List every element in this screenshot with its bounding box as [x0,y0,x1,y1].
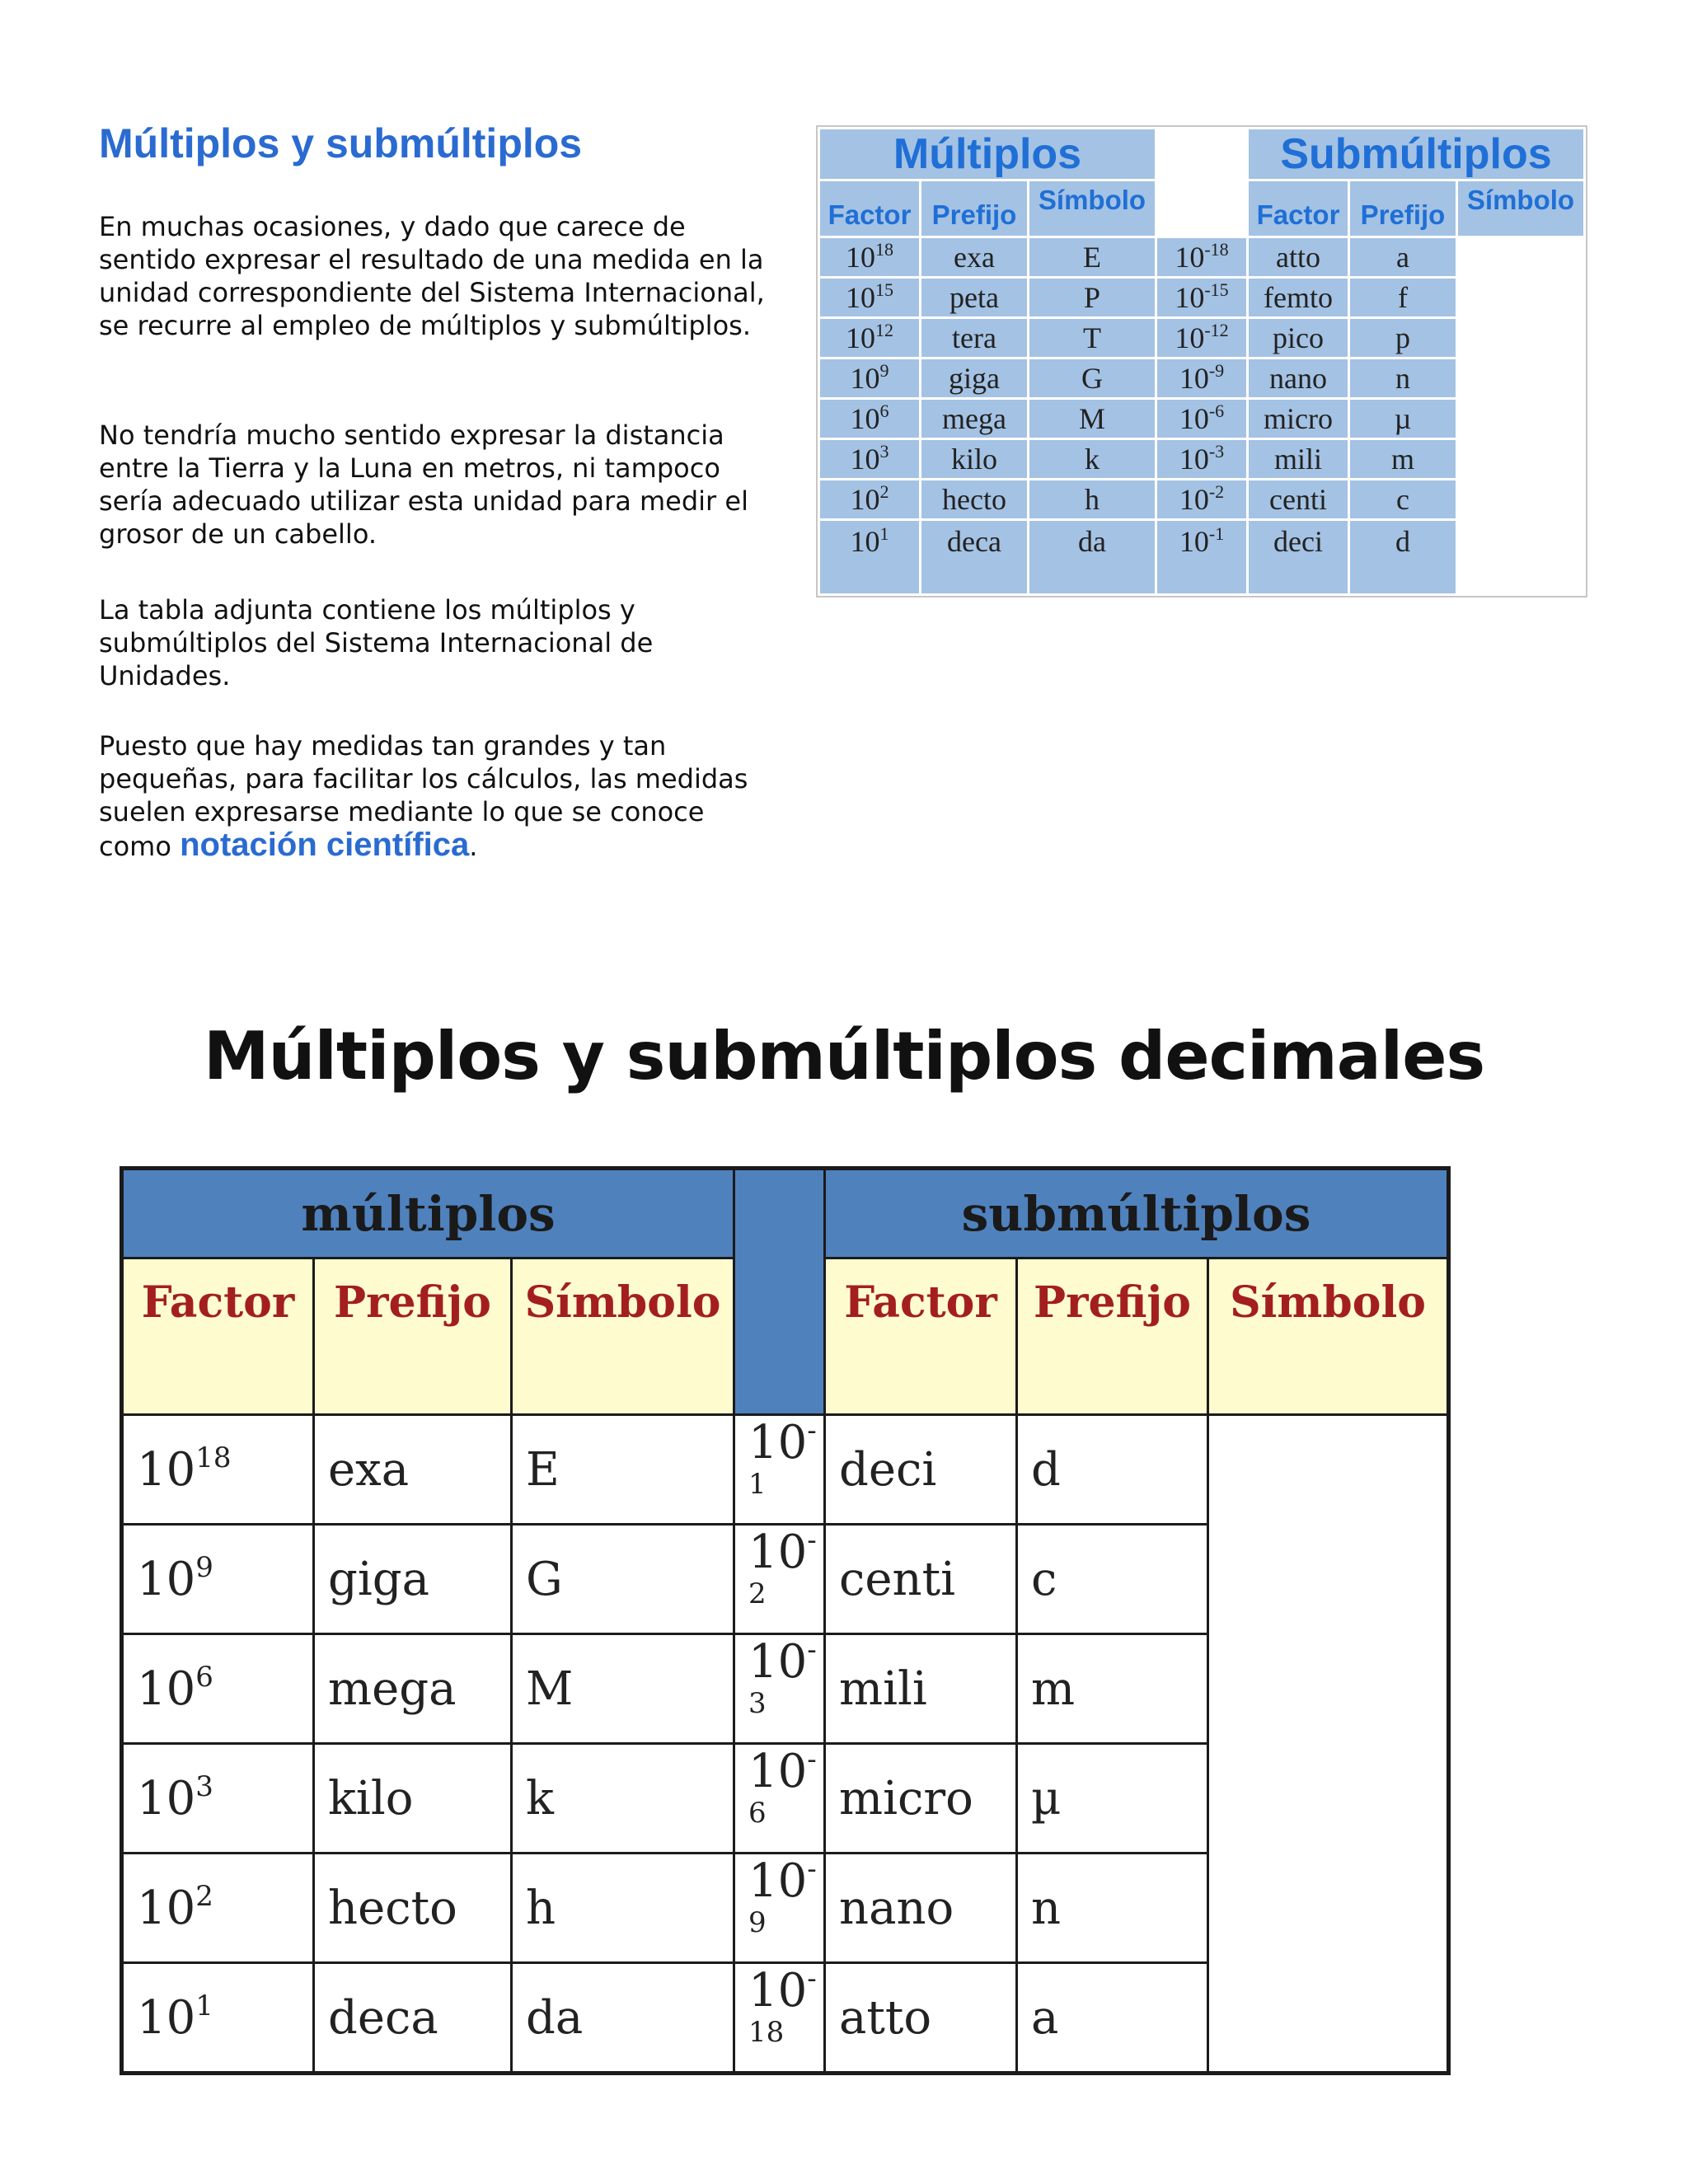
table-row [820,400,1583,438]
factor-cell [1157,359,1246,397]
factor-cell [122,1744,314,1854]
factor-exponent: 15 [875,279,893,300]
table-row [820,359,1583,397]
table-row [820,238,1583,276]
symbol-cell: E [1029,238,1155,276]
prefix-cell: nano [825,1854,1017,1963]
table-row [122,1963,1449,2074]
factor-base: 10 [137,1442,196,1497]
factor-exponent: 2 [879,481,889,502]
prefix-cell: mega [921,400,1027,438]
factor-exponent: 3 [879,441,889,462]
page-title: Múltiplos y submúltiplos [99,120,583,166]
table-row [122,1415,1449,1525]
factor-base: 10 [850,483,880,516]
factor-cell [122,1525,314,1634]
factor-cell [122,1415,314,1525]
factor-base: 10 [748,1964,808,2018]
prefix-cell: deca [314,1963,512,2074]
factor-exponent: 9 [879,360,889,381]
symbol-cell: a [1017,1963,1208,2074]
factor-cell [734,1634,825,1744]
si-prefix-table [816,125,1587,598]
factor-exponent: 12 [875,320,893,340]
factor-cell [734,1525,825,1634]
factor-cell [1157,238,1246,276]
factor-cell [820,319,919,357]
factor-base: 10 [846,241,875,274]
prefix-cell: exa [921,238,1027,276]
factor-cell [1157,521,1246,593]
factor-exponent: -2 [748,1524,817,1610]
factor-exponent: 6 [195,1660,213,1694]
factor-exponent: -1 [748,1414,817,1501]
factor-exponent: 3 [195,1769,213,1803]
prefix-cell: centi [825,1525,1017,1634]
prefix-cell: micro [825,1744,1017,1854]
factor-cell [734,1963,825,2074]
factor-exponent: -3 [748,1633,817,1720]
factor-exponent: 1 [879,523,889,544]
factor-base: 10 [1179,402,1209,435]
factor-exponent: 6 [879,401,889,421]
symbol-cell: n [1017,1854,1208,1963]
factor-cell [1157,480,1246,518]
symbol-cell: M [1029,400,1155,438]
factor-base: 10 [137,1661,196,1716]
factor-cell [1157,279,1246,316]
prefix-cell: giga [314,1525,512,1634]
factor-cell [122,1634,314,1744]
factor-base: 10 [1179,525,1209,558]
prefix-cell: giga [921,359,1027,397]
multiples-group-heading: múltiplos [122,1169,734,1258]
table-row [820,440,1583,478]
prefix-cell: femto [1249,279,1348,316]
symbol-cell: h [1029,480,1155,518]
table-row [122,1744,1449,1854]
factor-exponent: 18 [875,239,893,260]
factor-cell [820,359,919,397]
paragraph-end: . [469,831,478,862]
prefix-cell: micro [1249,400,1348,438]
submultiples-heading: Submúltiplos [1249,129,1583,179]
col-symbol: Símbolo [512,1258,734,1415]
symbol-cell: µ [1017,1744,1208,1854]
figure-title: Múltiplos y submúltiplos decimales [203,1018,1485,1094]
col-factor: Factor [1249,181,1348,236]
symbol-cell: p [1350,319,1456,357]
col-symbol: Símbolo [1458,181,1583,236]
prefix-cell: mili [1249,440,1348,478]
scientific-notation-term: notación científica [180,827,470,863]
paragraph-text: Puesto que hay medidas tan grandes y tan pequeñas, para facilitar los cálculos, las medidas suelen expresarse mediante lo que se conoce como [99,730,748,862]
table-gap [1157,129,1246,236]
factor-base: 10 [850,402,880,435]
table-row [820,480,1583,518]
col-symbol: Símbolo [1208,1258,1449,1415]
col-factor: Factor [122,1258,314,1415]
prefix-cell: atto [825,1963,1017,2074]
prefix-cell: kilo [921,440,1027,478]
prefix-cell: tera [921,319,1027,357]
table-row [122,1525,1449,1634]
factor-base: 10 [1175,321,1205,354]
factor-cell [820,400,919,438]
prefix-cell: hecto [921,480,1027,518]
col-prefix: Prefijo [314,1258,512,1415]
factor-base: 10 [748,1745,808,1798]
paragraph-scientific-notation [99,729,783,863]
symbol-cell: d [1350,521,1456,593]
factor-exponent: -6 [1208,401,1225,421]
factor-cell [122,1963,314,2074]
symbol-cell: da [512,1963,734,2074]
factor-base: 10 [1179,443,1209,476]
symbol-cell: da [1029,521,1155,593]
col-factor: Factor [825,1258,1017,1415]
factor-cell [1157,440,1246,478]
factor-cell [820,480,919,518]
prefix-cell: mega [314,1634,512,1744]
symbol-cell: h [512,1854,734,1963]
symbol-cell: f [1350,279,1456,316]
table-row [820,521,1583,593]
factor-cell [122,1854,314,1963]
factor-base: 10 [748,1635,808,1689]
symbol-cell: M [512,1634,734,1744]
col-symbol: Símbolo [1029,181,1155,236]
col-factor: Factor [820,181,919,236]
prefix-cell: mili [825,1634,1017,1744]
symbol-cell: k [1029,440,1155,478]
factor-cell [734,1415,825,1525]
factor-exponent: -6 [748,1743,817,1830]
symbol-cell: T [1029,319,1155,357]
col-prefix: Prefijo [921,181,1027,236]
multiples-heading: Múltiplos [820,129,1155,179]
symbol-cell: c [1350,480,1456,518]
factor-exponent: -12 [1204,320,1229,340]
figure-body [122,1415,1449,2074]
factor-cell [820,440,919,478]
symbol-cell: d [1017,1415,1208,1525]
prefix-cell: nano [1249,359,1348,397]
col-prefix: Prefijo [1350,181,1456,236]
paragraph-distance: No tendría mucho sentido expresar la distancia entre la Tierra y la Luna en metros, ni tampoco sería adecuado utilizar esta unidad para medir el grosor de un cabello. [99,419,748,550]
prefix-cell: exa [314,1415,512,1525]
factor-base: 10 [846,321,875,354]
symbol-cell: m [1350,440,1456,478]
factor-base: 10 [137,1552,196,1606]
factor-base: 10 [1175,281,1205,314]
factor-cell [820,279,919,316]
factor-base: 10 [137,1881,196,1935]
factor-base: 10 [850,362,880,395]
symbol-cell: G [1029,359,1155,397]
paragraph-table-note: La tabla adjunta contiene los múltiplos y submúltiplos del Sistema Internacional de Unidades. [99,594,654,691]
factor-cell [820,521,919,593]
factor-base: 10 [748,1854,808,1908]
factor-exponent: 18 [195,1441,232,1474]
prefix-cell: hecto [314,1854,512,1963]
factor-base: 10 [137,1771,196,1825]
symbol-cell: c [1017,1525,1208,1634]
factor-cell [820,238,919,276]
factor-base: 10 [137,1990,196,2045]
prefix-cell: kilo [314,1744,512,1854]
factor-base: 10 [748,1416,808,1469]
factor-base: 10 [1179,362,1209,395]
factor-base: 10 [850,525,880,558]
prefix-cell: atto [1249,238,1348,276]
symbol-cell: P [1029,279,1155,316]
table-row [122,1634,1449,1744]
factor-exponent: -9 [1208,360,1225,381]
factor-exponent: 1 [195,1989,213,2022]
submultiples-group-heading: submúltiplos [825,1169,1449,1258]
symbol-cell: m [1017,1634,1208,1744]
factor-base: 10 [850,443,880,476]
prefix-cell: deci [825,1415,1017,1525]
table-row [122,1854,1449,1963]
prefix-cell: pico [1249,319,1348,357]
table-row [820,319,1583,357]
factor-exponent: 2 [195,1879,213,1913]
factor-cell [1157,400,1246,438]
factor-base: 10 [846,281,875,314]
factor-base: 10 [748,1526,808,1579]
factor-cell [1157,319,1246,357]
symbol-cell: a [1350,238,1456,276]
factor-base: 10 [1175,241,1205,274]
factor-exponent: -1 [1208,523,1225,544]
factor-exponent: 9 [195,1550,213,1584]
prefix-cell: centi [1249,480,1348,518]
symbol-cell: E [512,1415,734,1525]
prefix-cell: deca [921,521,1027,593]
factor-base: 10 [1179,483,1209,516]
prefix-cell: peta [921,279,1027,316]
factor-exponent: -2 [1208,481,1225,502]
symbol-cell: G [512,1525,734,1634]
blue-divider [734,1169,825,1415]
prefix-cell: deci [1249,521,1348,593]
symbol-cell: n [1350,359,1456,397]
symbol-cell: µ [1350,400,1456,438]
factor-exponent: -15 [1204,279,1229,300]
factor-exponent: -18 [748,1962,817,2049]
factor-cell [734,1854,825,1963]
symbol-cell: k [512,1744,734,1854]
col-prefix: Prefijo [1017,1258,1208,1415]
factor-cell [734,1744,825,1854]
decimal-prefix-figure [120,1166,1451,2075]
factor-exponent: -3 [1208,441,1225,462]
factor-exponent: -18 [1204,239,1229,260]
paragraph-intro: En muchas ocasiones, y dado que carece de sentido expresar el resultado de una medida en la unidad correspondiente del Sistema Internacional, se recurre al empleo de múltiplos y submúltiplos. [99,211,765,341]
factor-exponent: -9 [748,1853,817,1939]
table-row [820,279,1583,316]
table-body [820,238,1583,593]
